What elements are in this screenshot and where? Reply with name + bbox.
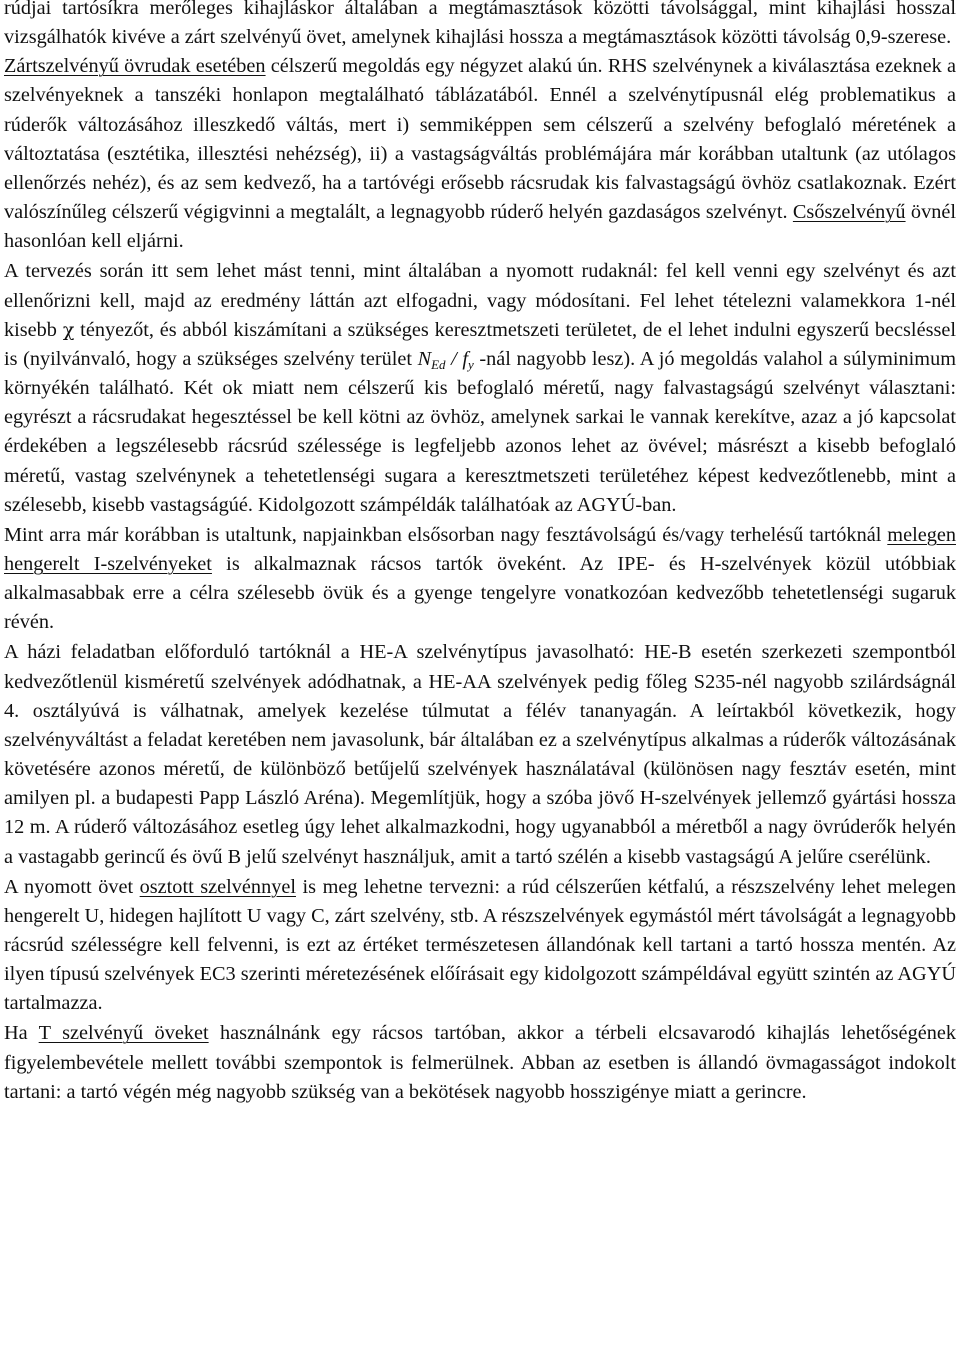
formula-n-subscript: Ed: [431, 356, 446, 372]
paragraph-text: tényezőt, és abból kiszámítani a szükséges keresztmetszeti területet, de el lehet indulni egyszerű becsléssel is (nyilvánvaló, hogy a szükséges szelvény terület: [4, 318, 956, 370]
hot-rolled-i-section-link[interactable]: melegen hengerelt I-szelvényeket: [4, 523, 956, 575]
paragraph-text: használnánk egy rácsos tartóban, akkor a térbeli elcsavarodó kihajlás lehetőségének figyelembevétele mellett további szempontok is felmerülnek. Abban az esetben is állandó övmagasságot indokolt tartani: a tartó végén még nagyobb szükség van a bekötések nagyobb hosszigénye miatt a gerincre.: [4, 1022, 956, 1103]
paragraph-built-up-chord: [4, 873, 956, 1019]
paragraph-text: is meg lehetne tervezni: a rúd célszerűen kétfalú, a részszelvény lehet melegen hengerelt U, hidegen hajlított U vagy C, zárt szelvény, stb. A részszelvények egymástól mért távolságát a legnagyobb rácsrúd szélességre kell felvenni, is ezt az értéket természetesen állandónak kell tartani a tartó hossza mentén. Az ilyen típusú szelvények EC3 szerinti méretezésének előírásait egy kidolgozott számpéldával együtt szintén az AGYÚ tartalmazza.: [4, 875, 956, 1015]
formula-slash: /: [445, 347, 463, 370]
paragraph-design-procedure: [4, 257, 956, 519]
formula-f-subscript: y: [468, 356, 474, 372]
paragraph-t-section-chord: [4, 1019, 956, 1106]
paragraph-text: rúdjai tartósíkra merőleges kihajláskor általában a megtámasztások közötti távolsággal, mint kihajlási hosszal vizsgálhatók kivéve a zárt szelvényű övet, amelynek kihajlási hossza a megtámasztások közötti távolság 0,9-szerese.: [4, 0, 956, 49]
chs-chord-link[interactable]: Csőszelvényű: [792, 201, 906, 224]
shs-chord-link[interactable]: Zártszelvényű övrudak esetében: [4, 55, 266, 78]
paragraph-text: -nál nagyobb lesz). A jó megoldás valahol a súlyminimum környékén található. Két ok miatt nem célszerű kis befoglaló méretű, nagy falvastagságú szelvényt választani: egyrészt a rácsrudakat hegesztéssel be kell kötni az övhöz, amelynek sarkai le vannak kerekítve, azaz a jó kapcsolat érdekében a legszélesebb rácsrúd szélessége is legfeljebb azonos lehet az övével; másrészt a kisebb befoglaló méretű, vastag szelvénynek a tehetetlenségi sugara a keresztmetszeti területéhez képest kedvezőtlenebb, mint a szélesebb, kisebb vastagságúé. Kidolgozott számpéldák találhatóak az AGYÚ-ban.: [4, 347, 956, 516]
paragraph-text: is alkalmaznak rácsos tartók öveként. Az IPE- és H-szelvények közül utóbbiak alkalmasabbak erre a célra szélesebb övük és a gyenge tengelyre vonatkozóan kedvezőbb tehetetlenségi sugaruk révén.: [4, 552, 956, 634]
built-up-section-link[interactable]: osztott szelvénnyel: [139, 875, 296, 898]
paragraph-text: A tervezés során itt sem lehet mást tenni, mint általában a nyomott rudaknál: fel kell venni egy szelvényt és azt ellenőrizni kell, majd az eredmény láttán azt elfogadni, vagy módosítani. Fel lehet tételezni valamekkora 1-nél kisebb: [4, 260, 956, 341]
paragraph-chord-hollow-section: [4, 0, 956, 256]
formula-f: f: [462, 347, 468, 370]
paragraph-text: övnél hasonlóan kell eljárni.: [4, 201, 956, 253]
paragraph-text: Mint arra már korábban is utaltunk, napjainkban elsősorban nagy fesztávolságú és/vagy terhelésű tartóknál: [4, 523, 888, 546]
formula-n: N: [417, 347, 432, 370]
t-section-chord-link[interactable]: T szelvényű öveket: [38, 1022, 209, 1045]
paragraph-text: célszerű megoldás egy négyzet alakú ún. RHS szelvénynek a kiválasztása ezeknek a szelvényeknek a tanszéki honlapon megtalálható táblázatából. Ennél a szelvénytípusnál elég problematikus a rúderők változásához illeszkedő váltás, mert i) semmiképpen sem célszerű a szelvény befoglaló méretének a változtatása (esztétika, illesztési nehézség), ii) a vastagságváltás problémájára már korábban utaltunk (az utólagos ellenőrzés nehéz), és az sem kedvező, ha a tartóvégi erősebb rácsrudak kis falvastagságú övhöz csatlakoznak. Ezért valószínűleg célszerű végigvinni a megtalált, a legnagyobb rúderő helyén gazdaságos szelvényt.: [4, 55, 956, 224]
paragraph-text: Ha: [4, 1022, 39, 1045]
paragraph-text: A nyomott övet: [4, 875, 140, 898]
paragraph-homework-sections: A házi feladatban előforduló tartóknál a HE-A szelvénytípus javasolható: HE-B esetén szerkezeti szempontból kedvezőtlenül kisméretű szelvények adódhatnak, a HE-AA szelvények pedig főleg S235-nél nagyobb szilárdságnál 4. osztályúvá is válhatnak, amelyek kezelése túlmutat a félév tananyagán. A leírtakból következik, hogy szelvényváltást a feladat keretében nem javasolunk, bár általában ez a szelvénytípus alkalmas a rúderők változásának követésére azonos méretű, de különböző betűjelű szelvények használatával (különösen nagy fesztáv esetén, mint amilyen pl. a budapesti Papp László Aréna). Megemlítjük, hogy a szóba jövő H-szelvények jellemző gyártási hossza 12 m. A rúderő változásához esetleg úgy lehet alkalmazkodni, hogy ugyanabból a méretből a nagy övrúderők helyén a vastagabb gerincű és övű B jelű szelvényt használjuk, amit a tartó szélén a kisebb vastagságú A jelűre cserélünk.: [4, 641, 956, 868]
paragraph-i-sections: [4, 521, 956, 638]
chi-symbol: χ: [62, 318, 75, 341]
